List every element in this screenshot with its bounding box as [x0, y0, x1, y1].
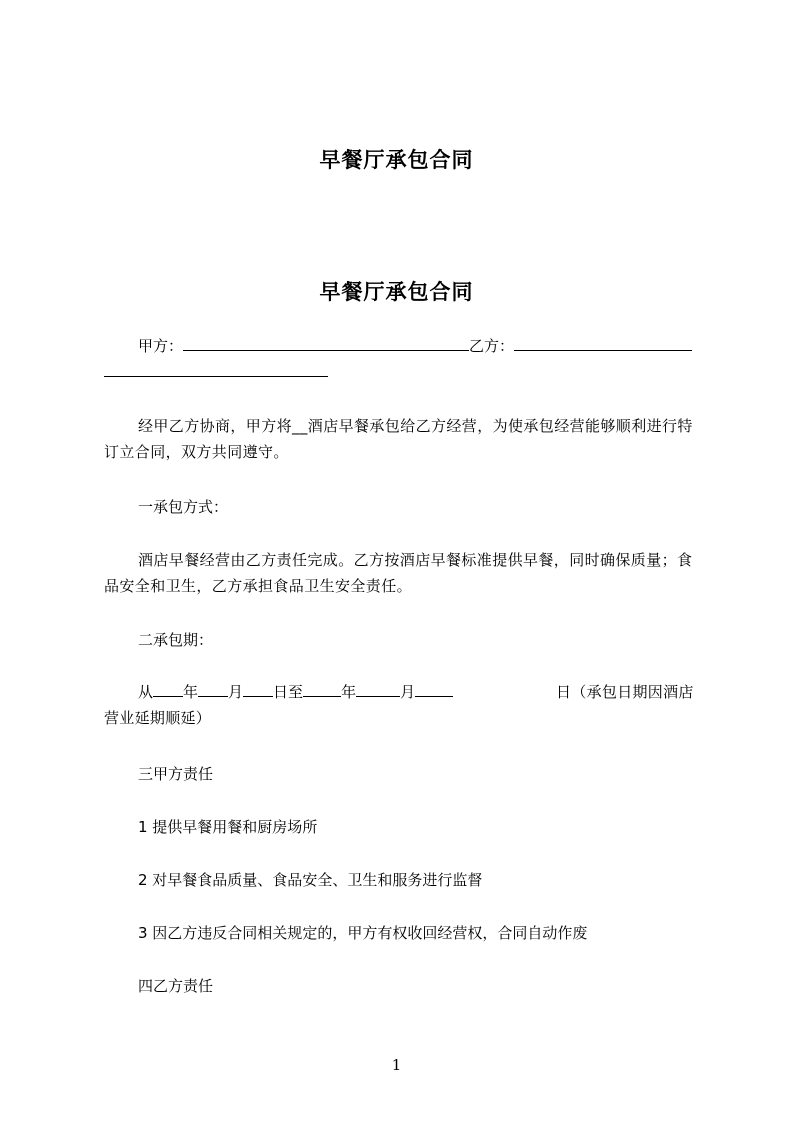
- intro-paragraph: 经甲乙方协商，甲方将__酒店早餐承包给乙方经营，为使承包经营能够顺利进行特订立合同，双方共同遵守。: [104, 417, 693, 461]
- party-a-label: 甲方：: [138, 337, 184, 355]
- period-month-1: 月: [228, 683, 244, 701]
- period-year-2: 年: [341, 683, 357, 701]
- section3-item-2: 2 对早餐食品质量、食品安全、卫生和服务进行监督: [138, 871, 483, 889]
- period-from: 从: [138, 683, 154, 701]
- page-number: 1: [391, 1056, 402, 1074]
- period-day-1: 日至: [273, 683, 304, 701]
- period-tail: 日（承包日期因酒店营业延期顺延）: [104, 683, 694, 727]
- party-line: [138, 336, 692, 356]
- document-title: 早餐厅承包合同: [319, 280, 474, 304]
- section1-paragraph: 酒店早餐经营由乙方责任完成。乙方按酒店早餐标准提供早餐，同时确保质量；食品安全和卫生，乙方承担食品卫生安全责任。: [104, 551, 693, 595]
- party-b-blank: [514, 336, 692, 351]
- section3-item-1: 1 提供早餐用餐和厨房场所: [138, 818, 318, 836]
- section3-item-3: 3 因乙方违反合同相关规定的，甲方有权收回经营权，合同自动作废: [138, 924, 588, 942]
- document-title-top: 早餐厅承包合同: [319, 148, 474, 172]
- section1-heading: 一承包方式：: [138, 498, 229, 516]
- party-a-blank: [183, 336, 469, 351]
- section4-heading: 四乙方责任: [138, 977, 214, 995]
- section3-heading: 三甲方责任: [138, 765, 214, 783]
- section2-heading: 二承包期：: [138, 631, 214, 649]
- period-year-1: 年: [183, 683, 199, 701]
- party-b-blank-cont: [104, 362, 328, 377]
- party-line-cont: [104, 362, 328, 382]
- party-b-label: 乙方：: [469, 337, 515, 355]
- period-month-2: 月: [400, 683, 416, 701]
